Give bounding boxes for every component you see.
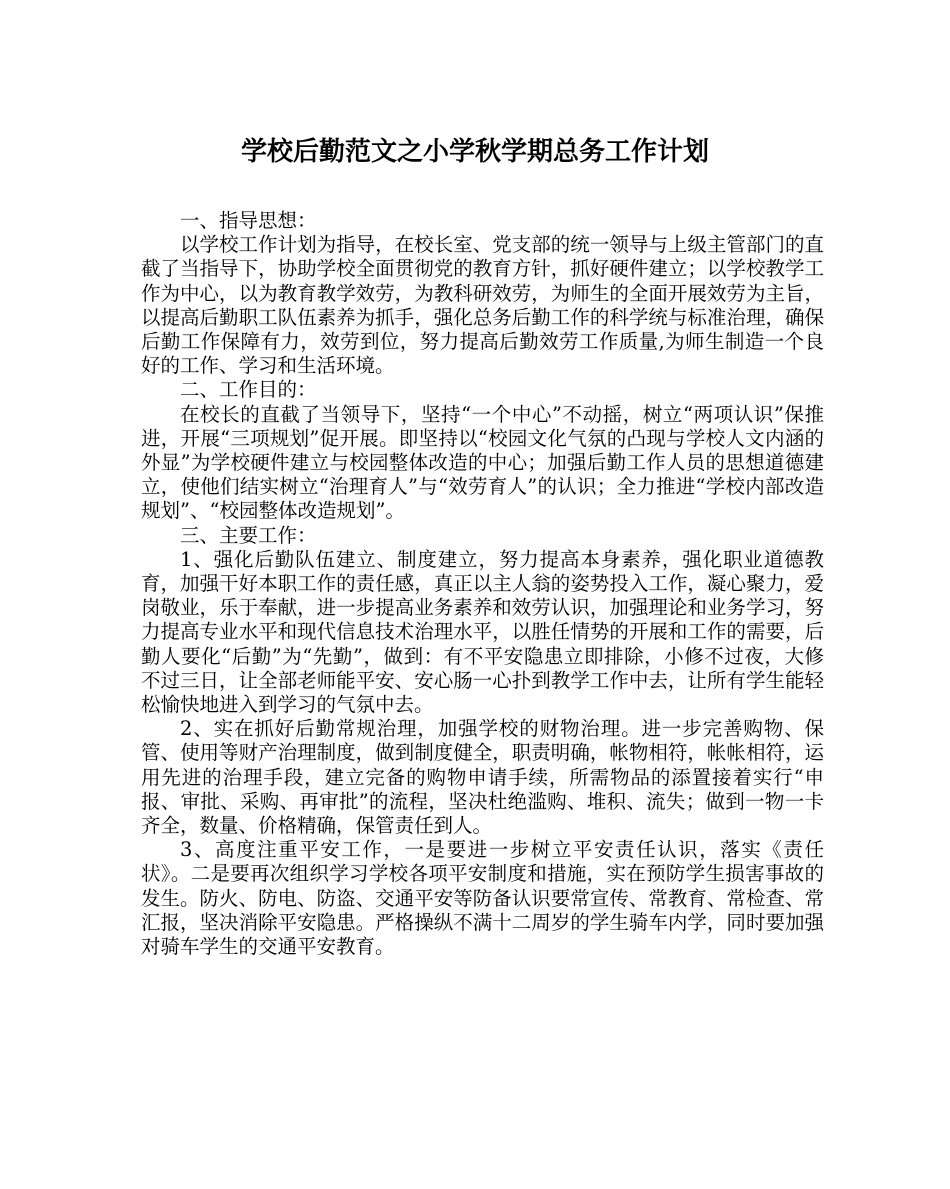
section-heading-work-goals: 二、工作目的： <box>180 378 317 402</box>
section-heading-main-work: 三、主要工作： <box>180 523 317 547</box>
paragraph-guiding-ideology: 以学校工作计划为指导，在校长室、党支部的统一领导与上级主管部门的直截了当指导下，协助学校全面贯彻党的教育方针，抓好硬件建立；以学校教学工作为中心，以为教育教学效劳，为教科研效劳，为师生的全面开展效劳为主旨，以提高后勤职工队伍素养为抓手，强化总务后勤工作的科学统与标准治理，确保后勤工作保障有力，效劳到位，努力提高后勤效劳工作质量,为师生制造一个良好的工作、学习和生活环境。 <box>141 233 824 378</box>
paragraph-work-goals: 在校长的直截了当领导下，坚持“一个中心”不动摇，树立“两项认识”保推进，开展“三项规划”促开展。即坚持以“校园文化气氛的凸现与学校人文内涵的外显”为学校硬件建立与校园整体改造的中心；加强后勤工作人员的思想道德建立，使他们结实树立“治理育人”与“效劳育人”的认识；全力推进“学校内部改造规划”、“校园整体改造规划”。 <box>141 402 824 523</box>
document-title: 学校后勤范文之小学秋学期总务工作计划 <box>240 137 709 167</box>
paragraph-main-work-2: 2、实在抓好后勤常规治理，加强学校的财物治理。进一步完善购物、保管、使用等财产治理制度，做到制度健全，职责明确，帐物相符，帐帐相符，运用先进的治理手段，建立完备的购物申请手续，所需物品的添置接着实行“申报、审批、采购、再审批”的流程，坚决杜绝滥购、堆积、流失；做到一物一卡齐全，数量、价格精确，保管责任到人。 <box>141 717 824 838</box>
document-body <box>141 209 824 959</box>
paragraph-main-work-3: 3、高度注重平安工作，一是要进一步树立平安责任认识，落实《责任状》。二是要再次组织学习学校各项平安制度和措施，实在预防学生损害事故的发生。防火、防电、防盗、交通平安等防备认识要常宣传、常教育、常检查、常汇报，坚决消除平安隐患。严格操纵不满十二周岁的学生骑车内学，同时要加强对骑车学生的交通平安教育。 <box>141 838 824 959</box>
paragraph-main-work-1: 1、强化后勤队伍建立、制度建立，努力提高本身素养，强化职业道德教育，加强干好本职工作的责任感，真正以主人翁的姿势投入工作，凝心聚力，爱岗敬业，乐于奉献，进一步提高业务素养和效劳认识，加强理论和业务学习，努力提高专业水平和现代信息技术治理水平，以胜任情势的开展和工作的需要，后勤人要化“后勤”为“先勤”，做到：有不平安隐患立即排除，小修不过夜，大修不过三日，让全部老师能平安、安心肠一心扑到教学工作中去，让所有学生能轻松愉快地进入到学习的气氛中去。 <box>141 547 824 717</box>
section-heading-guiding-ideology: 一、指导思想： <box>180 209 317 232</box>
